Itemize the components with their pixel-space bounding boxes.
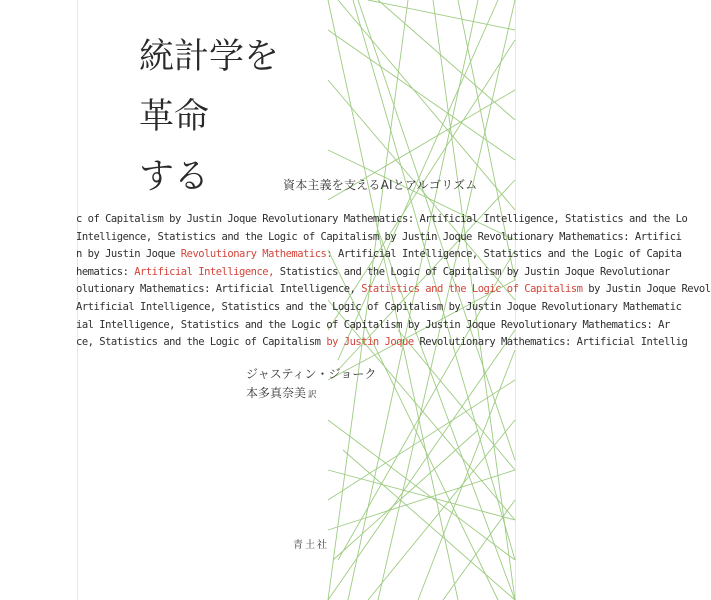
band-text: n by Justin Joque: [76, 248, 181, 261]
band-line: [76, 267, 670, 278]
band-line: [76, 284, 711, 295]
translator-credit: [246, 384, 317, 402]
band-text: Intelligence, Statistics and the Logic of Capitalism by Justin Joque Revolutionary Mathematics: Artifici: [76, 230, 682, 243]
band-highlight-text: Artificial Intelligence,: [134, 265, 274, 278]
author-name: ジャスティン・ジョーク: [246, 367, 377, 381]
band-text: Statistics and the Logic of Capitalism by Justin Joque Revolutionar: [273, 265, 670, 278]
band-text: c of Capitalism by Justin Joque Revolutionary Mathematics: Artificial Intelligence, Statistics and the Lo: [76, 213, 688, 225]
band-line: [76, 320, 670, 331]
title-line-3: する: [139, 157, 210, 197]
band-line: [76, 302, 681, 313]
band-text: Revolutionary Mathematics: Artificial Intellig: [413, 336, 688, 349]
band-highlight-text: Statistics and the Logic of Capitalism: [361, 283, 583, 296]
band-text: olutionary Mathematics: Artificial Intelligence,: [76, 283, 362, 296]
title-line-1: 統計学を: [139, 37, 280, 77]
title-line-2: 革命: [139, 97, 210, 137]
book-cover: [76, 0, 711, 600]
band-text: ial Intelligence, Statistics and the Logic of Capitalism by Justin Joque Revolutionary Mathematics: Ar: [76, 318, 670, 331]
band-line: [76, 337, 687, 348]
band-text: ce, Statistics and the Logic of Capitalism: [76, 336, 327, 349]
band-line: [76, 249, 681, 260]
subtitle: 資本主義を支えるAIとアルゴリズム: [283, 178, 478, 192]
band-text: Artificial Intelligence, Statistics and the Logic of Capita: [332, 248, 682, 261]
publisher-name: 青土社: [293, 540, 329, 551]
green-line-pattern: [78, 0, 515, 600]
translator-role: 訳: [308, 390, 317, 400]
translator-name: 本多真奈美: [246, 386, 307, 400]
band-line: [76, 232, 681, 243]
band-highlight-text: by Justin Joque: [326, 336, 414, 349]
band-text: hematics:: [76, 265, 135, 278]
band-text: Artificial Intelligence, Statistics and the Logic of Capitalism by Justin Joque Revolutionary Mathematic: [76, 301, 682, 313]
band-line: [76, 214, 687, 225]
band-text: by Justin Joque Revol: [582, 283, 711, 296]
band-highlight-text: Revolutionary Mathematics:: [180, 248, 333, 261]
